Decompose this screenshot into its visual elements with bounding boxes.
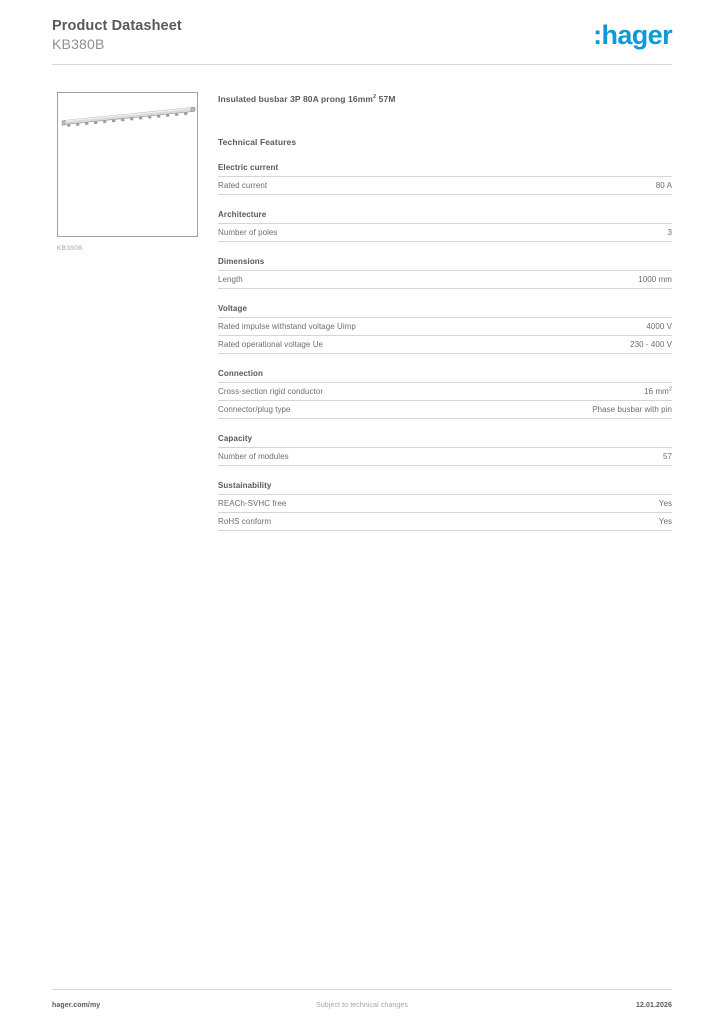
spec-section-capacity	[218, 433, 672, 466]
spec-value	[634, 386, 672, 397]
product-image	[57, 92, 198, 237]
spec-row	[218, 448, 672, 466]
spec-section-dimensions	[218, 256, 672, 289]
spec-label: Length	[218, 275, 243, 284]
page-subtitle: KB380B	[52, 36, 105, 52]
spec-label: Connector/plug type	[218, 405, 291, 414]
spec-label: Number of modules	[218, 452, 289, 461]
product-name-superscript: 2	[373, 94, 377, 101]
spec-row	[218, 224, 672, 242]
spec-section-electric-current	[218, 162, 672, 195]
product-name	[218, 93, 672, 105]
spec-label: REACh-SVHC free	[218, 499, 287, 508]
spec-value-superscript: 2	[668, 386, 672, 393]
spec-section-title: Architecture	[218, 209, 672, 224]
page-header	[52, 18, 672, 66]
page-title: Product Datasheet	[52, 18, 182, 34]
product-name-tail: 57M	[376, 94, 396, 104]
spec-value: 3	[667, 228, 672, 237]
spec-row	[218, 336, 672, 354]
spec-label: Number of poles	[218, 228, 278, 237]
spec-row	[218, 271, 672, 289]
product-image-caption: KB380B	[57, 245, 83, 252]
footer-website-link[interactable]: hager.com/my	[52, 1001, 101, 1009]
specifications-column	[218, 93, 672, 531]
spec-value: Yes	[658, 499, 672, 508]
spec-section-title: Electric current	[218, 162, 672, 177]
spec-value: 1000 mm	[638, 275, 672, 284]
spec-section-title: Connection	[218, 368, 672, 383]
hager-logo: :hager	[593, 20, 672, 50]
spec-section-connection	[218, 368, 672, 419]
spec-value: Yes	[658, 517, 672, 526]
spec-value: Phase busbar with pin	[592, 405, 672, 414]
spec-value: 4000 V	[646, 322, 672, 331]
spec-section-sustainability	[218, 480, 672, 531]
footer-divider	[52, 989, 672, 990]
spec-row	[218, 318, 672, 336]
spec-section-title: Dimensions	[218, 256, 672, 271]
spec-section-architecture	[218, 209, 672, 242]
spec-value-main: 16 mm	[644, 387, 669, 396]
spec-section-title: Voltage	[218, 303, 672, 318]
header-divider	[52, 64, 672, 65]
spec-label: Cross-section rigid conductor	[218, 387, 324, 396]
footer-date: 12.01.2026	[635, 1001, 672, 1009]
spec-row	[218, 177, 672, 195]
spec-label: RoHS conform	[218, 517, 272, 526]
spec-value: 230 - 400 V	[630, 340, 672, 349]
product-figure	[57, 92, 200, 252]
spec-value: 80 A	[655, 181, 672, 190]
spec-label: Rated current	[218, 181, 268, 190]
spec-row	[218, 495, 672, 513]
busbar-illustration	[58, 93, 198, 237]
spec-row	[218, 513, 672, 531]
spec-row	[218, 383, 672, 401]
product-name-main: Insulated busbar 3P 80A prong 16mm	[218, 94, 374, 104]
spec-section-voltage	[218, 303, 672, 354]
spec-section-title: Sustainability	[218, 480, 672, 495]
footer-notice: Subject to technical changes	[316, 1001, 408, 1009]
spec-label: Rated operational voltage Ue	[218, 340, 324, 349]
spec-row	[218, 401, 672, 419]
spec-label: Rated impulse withstand voltage Uimp	[218, 322, 356, 331]
page-footer	[52, 998, 672, 1012]
technical-features-heading: Technical Features	[218, 137, 297, 147]
spec-value: 57	[663, 452, 672, 461]
spec-section-title: Capacity	[218, 433, 672, 448]
